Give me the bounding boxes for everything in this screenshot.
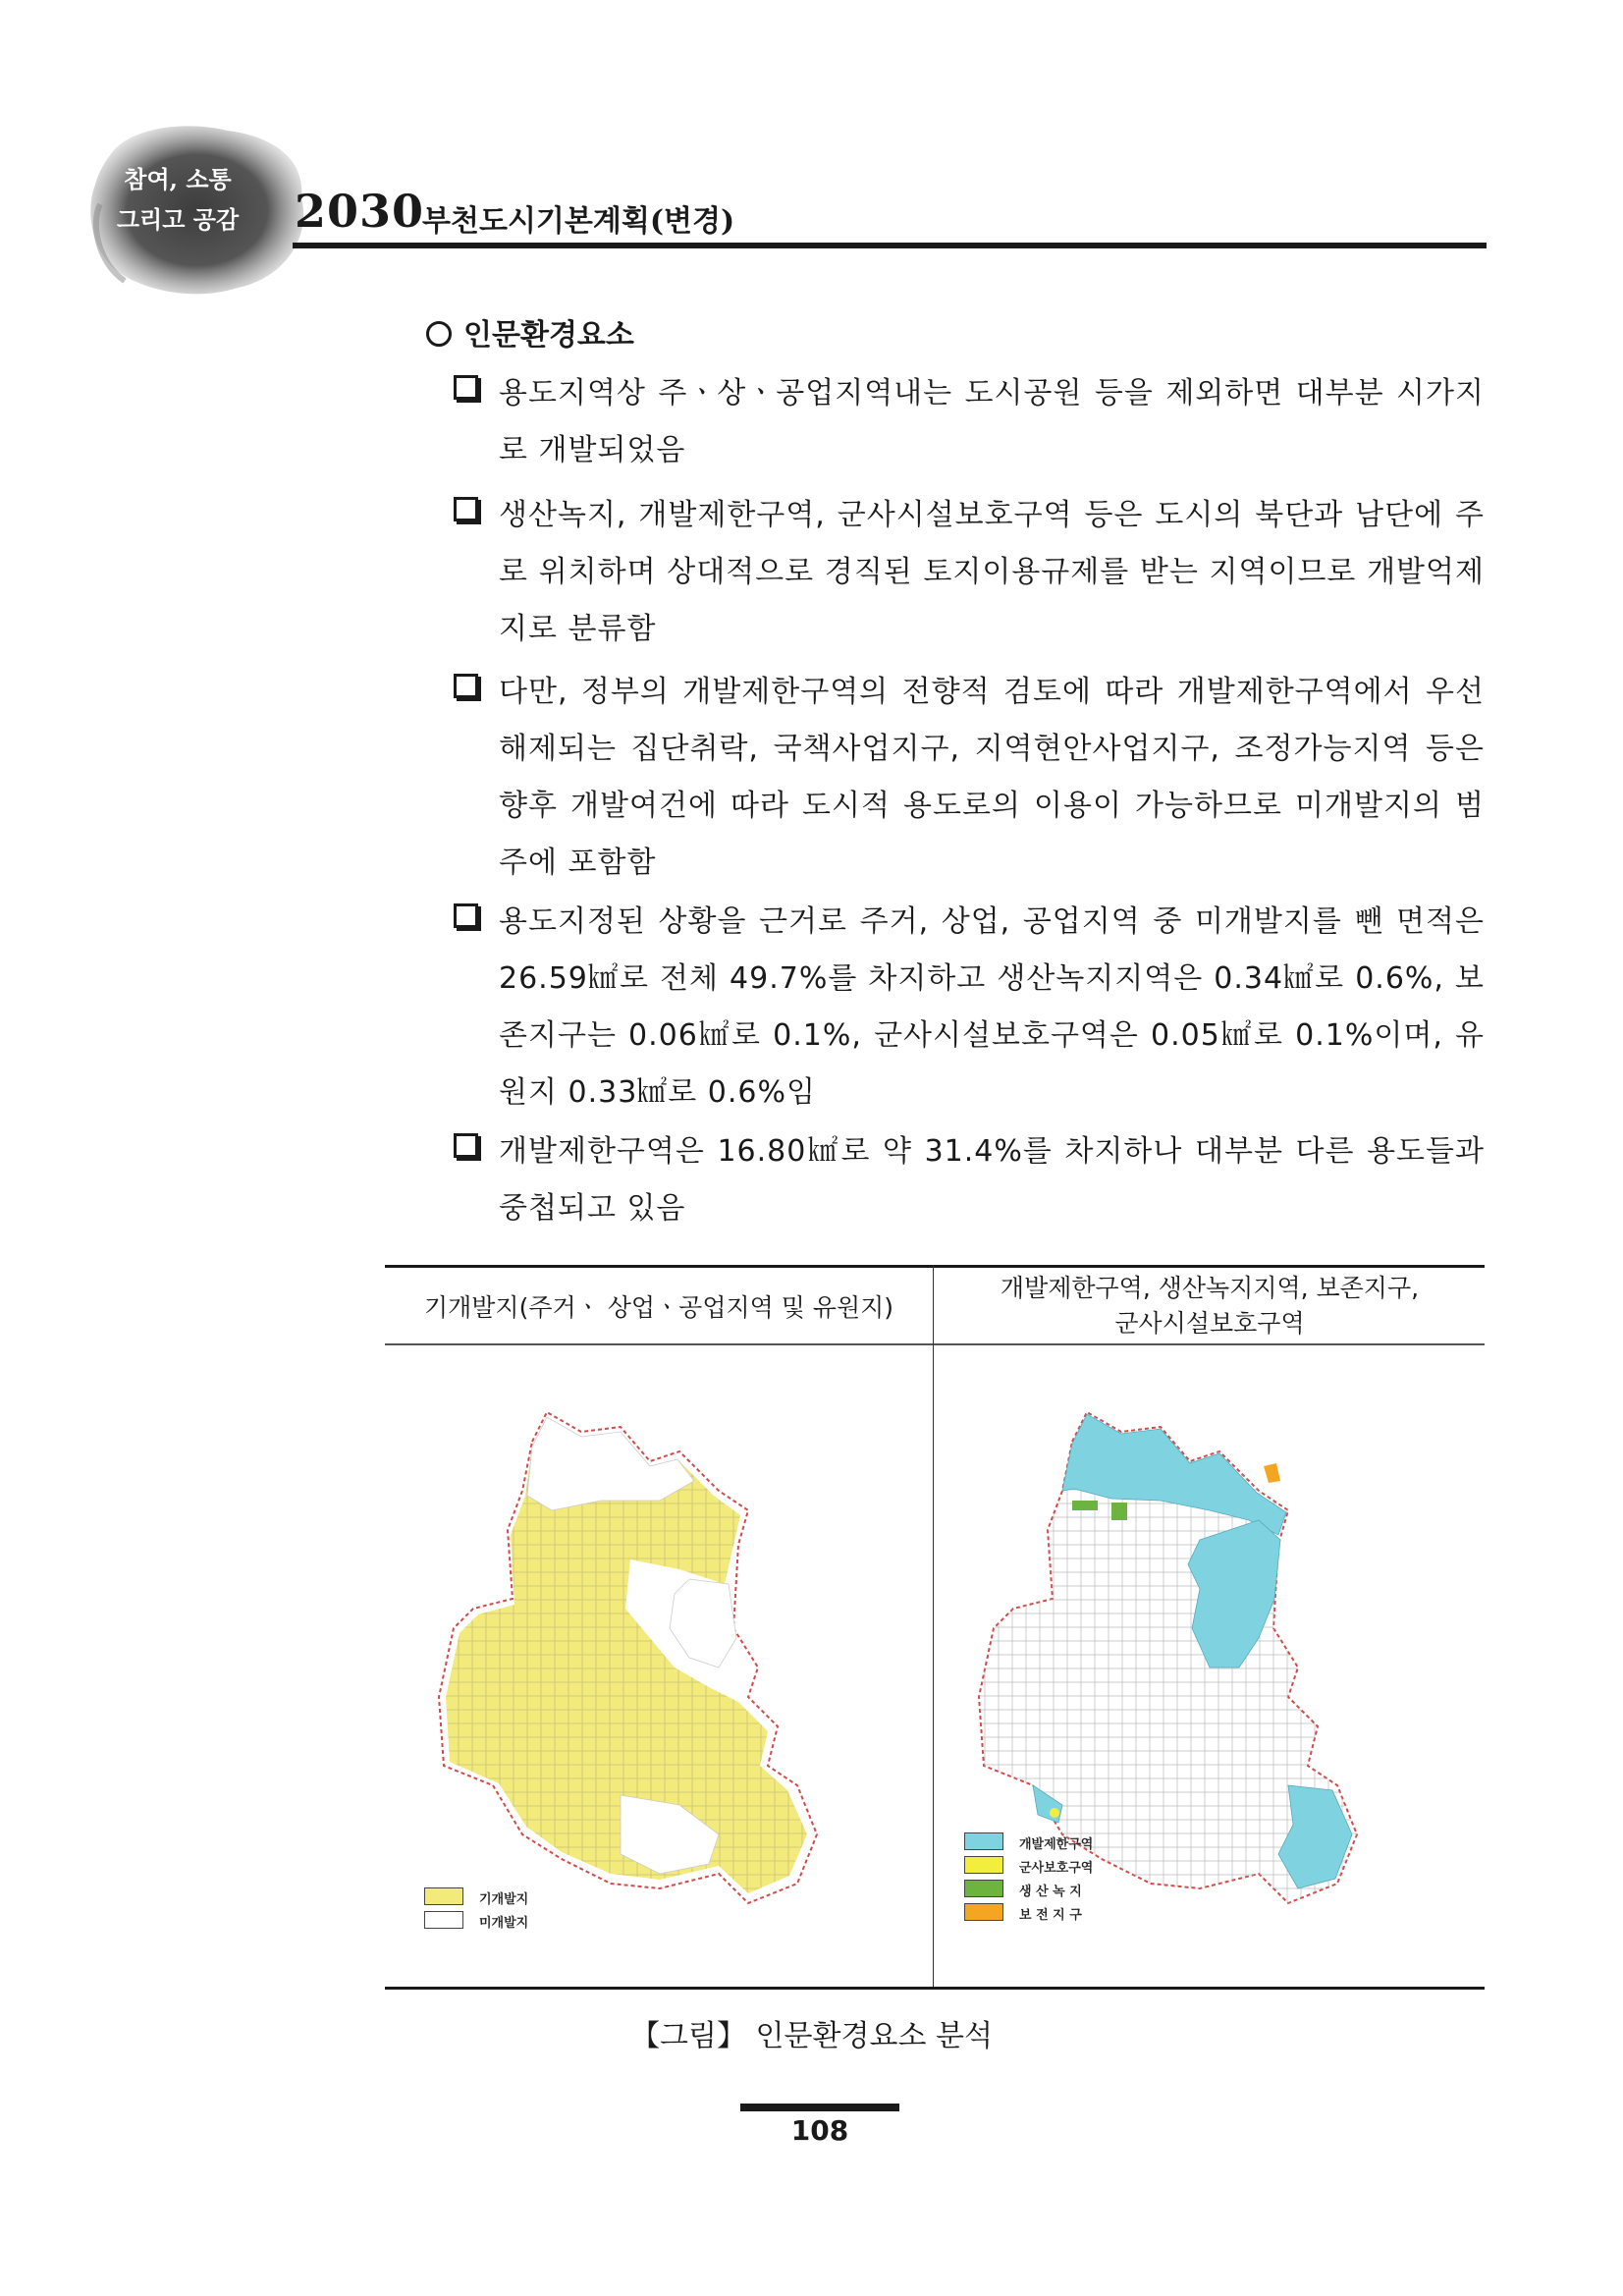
page-number: 108	[790, 2114, 849, 2147]
bullet-text: 개발제한구역은 16.80㎢로 약 31.4%를 차지하나 대부분 다른 용도들과 중첩되고 있음	[499, 1134, 1485, 1226]
badge-line-2: 그리고 공감	[116, 205, 240, 234]
legend-label-conservation: 보 전 지 구	[1019, 1908, 1082, 1923]
bullet-text: 다만, 정부의 개발제한구역의 전향적 검토에 따라 개발제한구역에서 우선해제되는 집단취락, 국책사업지구, 지역현안사업지구, 조정가능지역 등은 향후 개발여건에 따라 도시적 용도로의 이용이 가능하므로 미개발지의 범주에 포함함	[499, 675, 1485, 880]
military-zone	[1050, 1808, 1059, 1818]
bullet-item	[454, 1123, 1485, 1237]
legend-label-undeveloped: 미개발지	[479, 1916, 529, 1931]
legend-label-greenbelt: 개발제한구역	[1019, 1837, 1094, 1852]
header-title: 부천도시기본계획(변경)	[422, 204, 735, 239]
bullet-item	[454, 365, 1485, 479]
checkbox-bullet-icon	[454, 375, 478, 400]
legend-label-developed: 기개발지	[479, 1892, 529, 1907]
production-green-zone	[1072, 1501, 1098, 1510]
legend-label-military: 군사보호구역	[1019, 1861, 1094, 1876]
legend-swatch-production-green	[964, 1880, 1003, 1897]
developed-area-map	[424, 1373, 895, 1923]
right-panel-header-line2: 군사시설보호구역	[1114, 1309, 1305, 1338]
legend-label-production-green: 생 산 녹 지	[1019, 1885, 1082, 1899]
checkbox-bullet-icon	[454, 497, 478, 521]
figure-caption: 【그림】 인문환경요소 분석	[630, 2019, 993, 2053]
section-title-text: 인문환경요소	[463, 318, 634, 353]
section-title	[426, 310, 634, 354]
figure-bottom-rule	[385, 1987, 1485, 1990]
legend-swatch-undeveloped	[424, 1911, 463, 1929]
bullet-text: 용도지역상 주ㆍ상ㆍ공업지역내는 도시공원 등을 제외하면 대부분 시가지로 개발되었음	[499, 376, 1485, 467]
bullet-item	[454, 664, 1485, 892]
legend-swatch-developed	[424, 1887, 463, 1905]
figure-header-rule	[385, 1343, 1485, 1345]
bullet-text: 생산녹지, 개발제한구역, 군사시설보호구역 등은 도시의 북단과 남단에 주로 위치하며 상대적으로 경직된 토지이용규제를 받는 지역이므로 개발억제지로 분류함	[499, 498, 1485, 646]
legend-swatch-greenbelt	[964, 1832, 1003, 1850]
checkbox-bullet-icon	[454, 1133, 478, 1158]
right-panel-header-line1: 개발제한구역, 생산녹지지역, 보존지구,	[1000, 1274, 1420, 1302]
figure-top-rule	[385, 1265, 1485, 1268]
production-green-zone	[1111, 1503, 1127, 1520]
badge-line-1: 참여, 소통	[124, 165, 232, 193]
legend-swatch-military	[964, 1856, 1003, 1874]
bullet-item	[454, 894, 1485, 1121]
bullet-item	[454, 487, 1485, 658]
header-rule	[293, 243, 1487, 248]
checkbox-bullet-icon	[454, 903, 478, 928]
bullet-text: 용도지정된 상황을 근거로 주거, 상업, 공업지역 중 미개발지를 뺀 면적은 26.59㎢로 전체 49.7%를 차지하고 생산녹지지역은 0.34㎢로 0.6%, 보존지구는 0.06㎢로 0.1%, 군사시설보호구역은 0.05㎢로 0.1%이며, 유원지 0.33㎢로 0.6%임	[499, 904, 1485, 1110]
header-year: 2030	[295, 185, 425, 238]
legend-swatch-conservation	[964, 1903, 1003, 1921]
figure-divider	[933, 1265, 934, 1988]
page-number-rule	[740, 2104, 899, 2111]
conservation-zone	[1264, 1463, 1280, 1483]
left-panel-header: 기개발지(주거ㆍ 상업ㆍ공업지역 및 유원지)	[423, 1293, 894, 1322]
figure-panel	[385, 1265, 1485, 1990]
checkbox-bullet-icon	[454, 674, 478, 698]
circle-bullet-icon	[426, 321, 452, 347]
